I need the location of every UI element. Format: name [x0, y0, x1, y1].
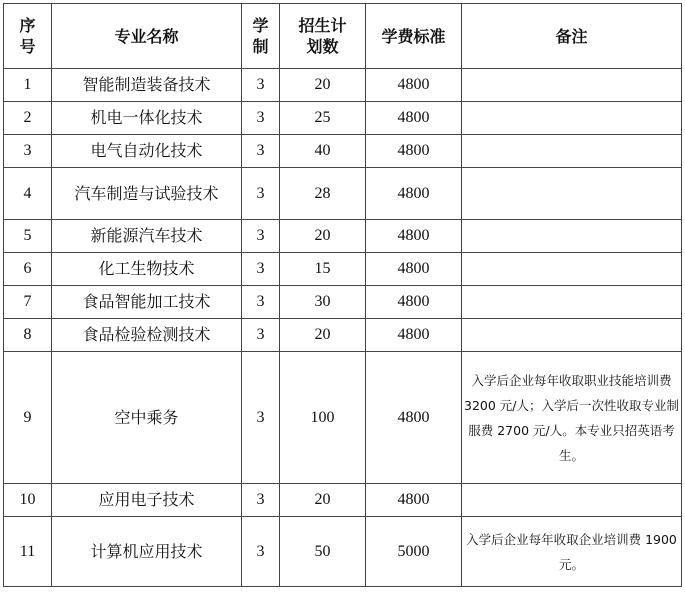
table-row — [4, 319, 682, 352]
cell-seq: 1 — [4, 69, 52, 102]
cell-fee: 4800 — [366, 135, 462, 168]
cell-plan: 20 — [280, 69, 366, 102]
cell-seq: 10 — [4, 484, 52, 517]
cell-years: 3 — [242, 352, 280, 484]
enrollment-table — [3, 3, 682, 587]
cell-major: 空中乘务 — [52, 352, 242, 484]
cell-seq: 6 — [4, 253, 52, 286]
cell-seq: 5 — [4, 220, 52, 253]
cell-seq: 7 — [4, 286, 52, 319]
cell-plan: 100 — [280, 352, 366, 484]
cell-fee: 4800 — [366, 484, 462, 517]
cell-note — [462, 69, 682, 102]
cell-years: 3 — [242, 253, 280, 286]
cell-note — [462, 319, 682, 352]
cell-plan: 25 — [280, 102, 366, 135]
header-plan: 招生计划数 — [280, 4, 366, 69]
cell-seq: 8 — [4, 319, 52, 352]
table-row — [4, 253, 682, 286]
cell-plan: 30 — [280, 286, 366, 319]
header-seq: 序号 — [4, 4, 52, 69]
table-row — [4, 168, 682, 220]
cell-fee: 4800 — [366, 286, 462, 319]
cell-major: 食品智能加工技术 — [52, 286, 242, 319]
cell-note — [462, 220, 682, 253]
cell-note — [462, 253, 682, 286]
cell-plan: 20 — [280, 319, 366, 352]
cell-seq: 4 — [4, 168, 52, 220]
cell-seq: 3 — [4, 135, 52, 168]
cell-note — [462, 135, 682, 168]
cell-years: 3 — [242, 168, 280, 220]
cell-major: 汽车制造与试验技术 — [52, 168, 242, 220]
cell-seq: 2 — [4, 102, 52, 135]
cell-note — [462, 286, 682, 319]
cell-major: 机电一体化技术 — [52, 102, 242, 135]
cell-years: 3 — [242, 220, 280, 253]
cell-major: 食品检验检测技术 — [52, 319, 242, 352]
cell-fee: 4800 — [366, 168, 462, 220]
table-row — [4, 286, 682, 319]
cell-seq: 11 — [4, 517, 52, 587]
cell-plan: 20 — [280, 484, 366, 517]
cell-fee: 4800 — [366, 319, 462, 352]
cell-years: 3 — [242, 102, 280, 135]
cell-major: 智能制造装备技术 — [52, 69, 242, 102]
table-row — [4, 220, 682, 253]
table-row — [4, 69, 682, 102]
cell-major: 化工生物技术 — [52, 253, 242, 286]
cell-fee: 4800 — [366, 69, 462, 102]
table-row — [4, 135, 682, 168]
cell-fee: 4800 — [366, 220, 462, 253]
cell-major: 新能源汽车技术 — [52, 220, 242, 253]
cell-note — [462, 102, 682, 135]
cell-years: 3 — [242, 319, 280, 352]
header-note: 备注 — [462, 4, 682, 69]
enrollment-table-container — [3, 3, 682, 587]
cell-plan: 20 — [280, 220, 366, 253]
cell-years: 3 — [242, 517, 280, 587]
table-row — [4, 102, 682, 135]
cell-fee: 4800 — [366, 352, 462, 484]
table-row — [4, 352, 682, 484]
cell-years: 3 — [242, 69, 280, 102]
table-row — [4, 517, 682, 587]
cell-fee: 4800 — [366, 253, 462, 286]
cell-major: 电气自动化技术 — [52, 135, 242, 168]
cell-plan: 40 — [280, 135, 366, 168]
cell-note: 入学后企业每年收取职业技能培训费 3200 元/人；入学后一次性收取专业制服费 2700 元/人。本专业只招英语考生。 — [462, 352, 682, 484]
header-major: 专业名称 — [52, 4, 242, 69]
table-row — [4, 484, 682, 517]
cell-major: 应用电子技术 — [52, 484, 242, 517]
cell-fee: 5000 — [366, 517, 462, 587]
cell-seq: 9 — [4, 352, 52, 484]
cell-plan: 15 — [280, 253, 366, 286]
cell-plan: 50 — [280, 517, 366, 587]
cell-plan: 28 — [280, 168, 366, 220]
cell-note — [462, 484, 682, 517]
cell-fee: 4800 — [366, 102, 462, 135]
header-fee: 学费标准 — [366, 4, 462, 69]
cell-note: 入学后企业每年收取企业培训费 1900 元。 — [462, 517, 682, 587]
cell-years: 3 — [242, 286, 280, 319]
header-row — [4, 4, 682, 69]
cell-years: 3 — [242, 484, 280, 517]
cell-major: 计算机应用技术 — [52, 517, 242, 587]
header-years: 学制 — [242, 4, 280, 69]
cell-years: 3 — [242, 135, 280, 168]
cell-note — [462, 168, 682, 220]
